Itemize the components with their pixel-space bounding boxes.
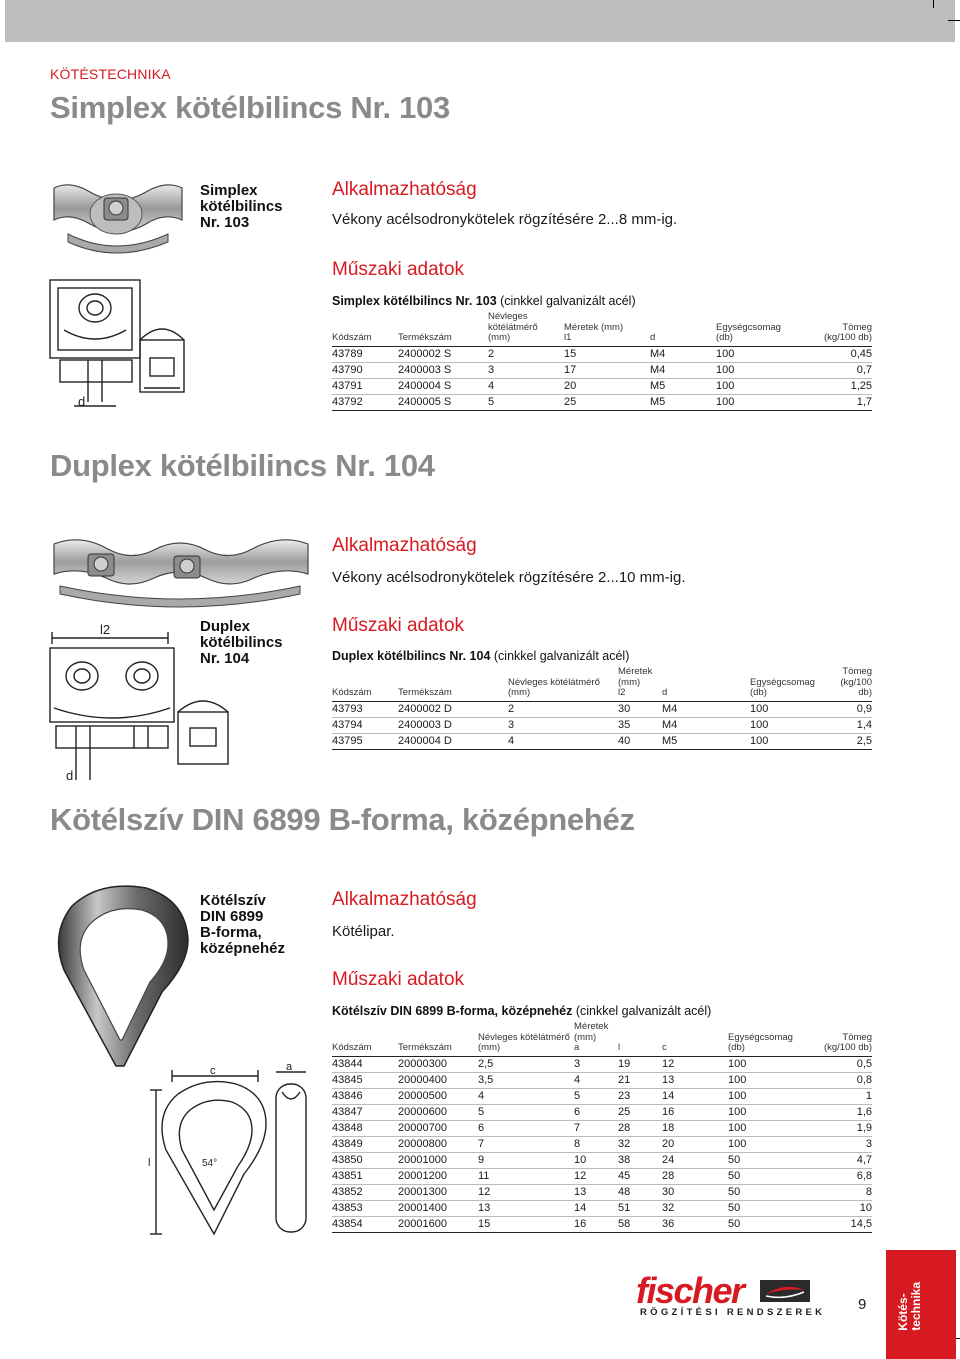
table-cell: 14 [662, 1088, 728, 1104]
table-cell: 1,9 [812, 1120, 872, 1136]
table-cell: 38 [618, 1152, 662, 1168]
table-cell: 48 [618, 1184, 662, 1200]
table-header: Kódszám [332, 1022, 398, 1056]
table-header: Tömeg (kg/100 db) [812, 1022, 872, 1056]
simplex-technical-drawing [48, 278, 194, 413]
drawing-label-l2: l2 [100, 622, 111, 637]
drawing-label-angle: 54° [202, 1158, 218, 1169]
table-header: Egységcsomag (db) [716, 312, 804, 346]
section-title-thimble: Kötélszív DIN 6899 B-forma, középnehéz [50, 802, 635, 837]
table-row [332, 1104, 872, 1120]
simplex-data-table [332, 312, 872, 411]
table-header: Egységcsomag (db) [750, 667, 826, 701]
table-cell: 20000800 [398, 1136, 478, 1152]
duplex-data-table [332, 667, 872, 750]
table-cell: 100 [728, 1072, 812, 1088]
table-cell: 3 [812, 1136, 872, 1152]
product-label-line: Nr. 103 [200, 214, 250, 231]
table-cell: 100 [728, 1088, 812, 1104]
table-cell: 20001400 [398, 1200, 478, 1216]
table-row [332, 1072, 872, 1088]
table-cell: 24 [662, 1152, 728, 1168]
table-cell: 43846 [332, 1088, 398, 1104]
drawing-label-a: a [286, 1062, 293, 1073]
table-cell: 1,6 [812, 1104, 872, 1120]
table-cell: 20001200 [398, 1168, 478, 1184]
application-text: Kötélipar. [332, 923, 395, 940]
table-cell: 20000300 [398, 1056, 478, 1072]
table-cell: 14 [574, 1200, 618, 1216]
page-number: 9 [858, 1296, 867, 1313]
table-cell: 30 [662, 1184, 728, 1200]
fischer-logo-text: fischer [636, 1270, 744, 1311]
table-cell: 43845 [332, 1072, 398, 1088]
table-cell: 20001000 [398, 1152, 478, 1168]
thimble-photo [50, 880, 192, 1072]
fischer-logo-subtitle: RÖGZÍTÉSI RENDSZEREK [640, 1307, 826, 1318]
caption-bold: Duplex kötélbilincs Nr. 104 [332, 649, 491, 663]
caption-rest: (cinkkel galvanizált acél) [572, 1004, 712, 1018]
product-label-line: Kötélszív [200, 892, 266, 909]
table-cell: 14,5 [812, 1216, 872, 1232]
table-cell: 4 [478, 1088, 574, 1104]
table-cell: 50 [728, 1200, 812, 1216]
product-label-line: B-forma, [200, 924, 262, 941]
page-kicker: KÖTÉSTECHNIKA [50, 66, 171, 82]
side-tab-label: Kötés- technika [896, 1282, 923, 1331]
table-header: d [662, 667, 750, 701]
table-cell: 13 [574, 1184, 618, 1200]
table-row [332, 1184, 872, 1200]
thimble-technical-drawing [148, 1062, 326, 1242]
table-cell: 100 [728, 1056, 812, 1072]
table-cell: 20000500 [398, 1088, 478, 1104]
table-cell: 50 [728, 1168, 812, 1184]
caption-bold: Kötélszív DIN 6899 B-forma, középnehéz [332, 1004, 573, 1018]
fischer-logo-mark [760, 1280, 810, 1302]
table-cell: 43847 [332, 1104, 398, 1120]
drawing-label-l: l [148, 1157, 151, 1169]
table-cell: 20 [662, 1136, 728, 1152]
simplex-clamp-photo [50, 178, 186, 256]
table-header: d [650, 312, 716, 346]
table-cell: 7 [574, 1120, 618, 1136]
crop-mark [948, 20, 960, 21]
table-cell: 5 [478, 1104, 574, 1120]
table-header: Kódszám [332, 312, 398, 346]
table-header: Egységcsomag (db) [728, 1022, 812, 1056]
table-cell: 12 [574, 1168, 618, 1184]
table-cell: 0,8 [812, 1072, 872, 1088]
table-cell: 3,5 [478, 1072, 574, 1088]
section-title-duplex: Duplex kötélbilincs Nr. 104 [50, 448, 435, 483]
table-row: 43790 2400003 S 3 17 M4 100 0,7 [332, 364, 872, 376]
table-cell: 20000700 [398, 1120, 478, 1136]
duplex-clamp-photo [50, 532, 312, 610]
caption-rest: (cinkkel galvanizált acél) [490, 649, 630, 663]
table-cell: 11 [478, 1168, 574, 1184]
table-header: Méretek (mm) l2 [618, 667, 662, 701]
table-cell: 10 [812, 1200, 872, 1216]
tech-heading: Műszaki adatok [332, 615, 465, 636]
application-heading: Alkalmazhatóság [332, 535, 477, 556]
product-label-line: Simplex [200, 182, 258, 199]
table-header-row [332, 1022, 872, 1056]
table-cell: 45 [618, 1168, 662, 1184]
application-text: Vékony acélsodronykötelek rögzítésére 2...8 mm-ig. [332, 211, 678, 228]
table-row: 43791 2400004 S 4 20 M5 100 1,25 [332, 380, 872, 392]
table-cell: 7 [478, 1136, 574, 1152]
table-row: 43789 2400002 S 2 15 M4 100 0,45 [332, 348, 872, 360]
table-header: Méretek (mm) a [574, 1022, 618, 1056]
drawing-label-d: d [78, 394, 86, 409]
product-label-line: kötélbilincs [200, 198, 283, 215]
table-cell: 43844 [332, 1056, 398, 1072]
product-label-line: középnehéz [200, 940, 286, 957]
table-cell: 13 [662, 1072, 728, 1088]
table-cell: 1 [812, 1088, 872, 1104]
table-cell: 6 [574, 1104, 618, 1120]
table-row: 43794 2400003 D 3 35 M4 100 1,4 [332, 719, 872, 731]
table-header: Termékszám [398, 312, 488, 346]
product-label-line: kötélbilincs [200, 634, 283, 651]
table-cell: 43849 [332, 1136, 398, 1152]
table-cell: 25 [618, 1104, 662, 1120]
application-heading: Alkalmazhatóság [332, 179, 477, 200]
product-label-duplex [200, 619, 283, 667]
section-title-simplex: Simplex kötélbilincs Nr. 103 [50, 90, 450, 125]
table-row [332, 1216, 872, 1232]
table-cell: 36 [662, 1216, 728, 1232]
table-header: Termékszám [398, 1022, 478, 1056]
table-header-row [332, 667, 872, 701]
table-cell: 18 [662, 1120, 728, 1136]
table-caption [332, 649, 629, 663]
drawing-label-c: c [210, 1065, 216, 1077]
table-cell: 20001300 [398, 1184, 478, 1200]
table-cell: 50 [728, 1216, 812, 1232]
table-header: Kódszám [332, 667, 398, 701]
thimble-data-table [332, 1022, 872, 1233]
table-header: Méretek (mm) l1 [564, 312, 650, 346]
table-cell: 9 [478, 1152, 574, 1168]
table-row [332, 1088, 872, 1104]
tech-heading: Műszaki adatok [332, 259, 465, 280]
crop-mark [933, 0, 934, 8]
table-row [332, 1136, 872, 1152]
table-header: c [662, 1022, 728, 1056]
table-cell: 21 [618, 1072, 662, 1088]
table-row: 43793 2400002 D 2 30 M4 100 0,9 [332, 703, 872, 715]
table-header: Névleges kötélátmérő (mm) [488, 312, 564, 346]
table-cell: 15 [478, 1216, 574, 1232]
header-bar [5, 0, 955, 42]
table-cell: 100 [728, 1136, 812, 1152]
caption-rest: (cinkkel galvanizált acél) [496, 294, 636, 308]
table-cell: 16 [662, 1104, 728, 1120]
product-label-simplex [200, 183, 283, 231]
table-caption [332, 294, 636, 308]
table-cell: 43848 [332, 1120, 398, 1136]
table-cell: 13 [478, 1200, 574, 1216]
table-cell: 4,7 [812, 1152, 872, 1168]
product-label-line: Nr. 104 [200, 650, 250, 667]
product-label-line: Duplex [200, 618, 251, 635]
table-caption [332, 1004, 711, 1018]
table-cell: 43852 [332, 1184, 398, 1200]
application-text: Vékony acélsodronykötelek rögzítésére 2...10 mm-ig. [332, 569, 686, 586]
table-header-row [332, 312, 872, 346]
table-cell: 43851 [332, 1168, 398, 1184]
table-row: 43792 2400005 S 5 25 M5 100 1,7 [332, 396, 872, 408]
caption-bold: Simplex kötélbilincs Nr. 103 [332, 294, 497, 308]
table-cell: 8 [812, 1184, 872, 1200]
table-header: l [618, 1022, 662, 1056]
table-cell: 43853 [332, 1200, 398, 1216]
table-row [332, 1152, 872, 1168]
table-row [332, 1120, 872, 1136]
table-cell: 20000400 [398, 1072, 478, 1088]
drawing-label-d: d [66, 768, 74, 783]
table-cell: 28 [662, 1168, 728, 1184]
table-cell: 5 [574, 1088, 618, 1104]
table-cell: 10 [574, 1152, 618, 1168]
table-cell: 8 [574, 1136, 618, 1152]
table-row [332, 1200, 872, 1216]
table-cell: 100 [728, 1120, 812, 1136]
table-header: Névleges kötélátmérő (mm) [508, 667, 618, 701]
table-cell: 50 [728, 1152, 812, 1168]
table-cell: 43850 [332, 1152, 398, 1168]
table-header: Tömeg (kg/100 db) [826, 667, 872, 701]
table-cell: 43854 [332, 1216, 398, 1232]
table-cell: 16 [574, 1216, 618, 1232]
table-cell: 12 [478, 1184, 574, 1200]
table-cell: 19 [618, 1056, 662, 1072]
table-cell: 32 [618, 1136, 662, 1152]
table-row [332, 1056, 872, 1072]
table-cell: 23 [618, 1088, 662, 1104]
table-row: 43795 2400004 D 4 40 M5 100 2,5 [332, 735, 872, 747]
table-cell: 28 [618, 1120, 662, 1136]
table-cell: 3 [574, 1056, 618, 1072]
table-cell: 58 [618, 1216, 662, 1232]
table-cell: 100 [728, 1104, 812, 1120]
table-cell: 4 [574, 1072, 618, 1088]
table-cell: 51 [618, 1200, 662, 1216]
table-header: Tömeg (kg/100 db) [804, 312, 872, 346]
table-cell: 12 [662, 1056, 728, 1072]
product-label-thimble [200, 893, 285, 957]
table-cell: 2,5 [478, 1056, 574, 1072]
table-cell: 32 [662, 1200, 728, 1216]
table-cell: 6,8 [812, 1168, 872, 1184]
table-cell: 20001600 [398, 1216, 478, 1232]
table-cell: 20000600 [398, 1104, 478, 1120]
product-label-line: DIN 6899 [200, 908, 264, 925]
tech-heading: Műszaki adatok [332, 969, 465, 990]
table-header: Névleges kötélátmérő (mm) [478, 1022, 574, 1056]
application-heading: Alkalmazhatóság [332, 889, 477, 910]
table-cell: 50 [728, 1184, 812, 1200]
table-cell: 6 [478, 1120, 574, 1136]
table-header: Termékszám [398, 667, 508, 701]
table-cell: 0,5 [812, 1056, 872, 1072]
table-row [332, 1168, 872, 1184]
